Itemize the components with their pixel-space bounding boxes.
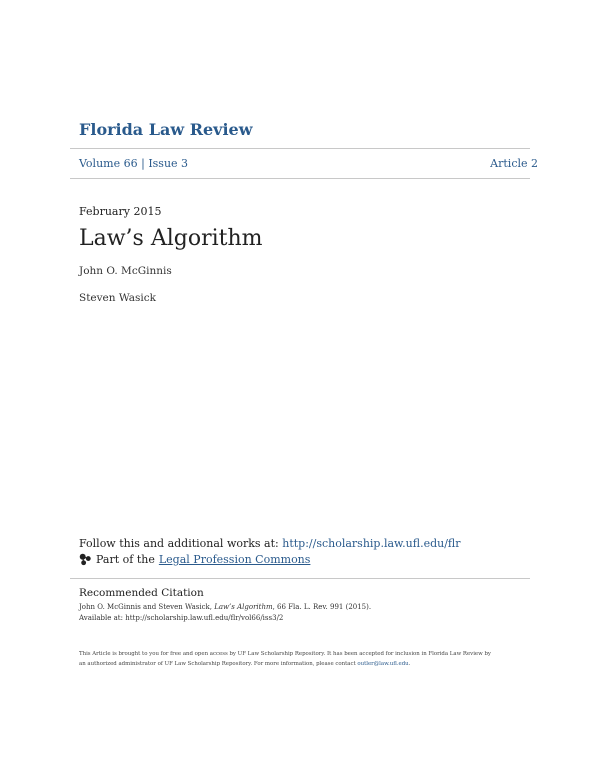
notice-period: .: [408, 661, 411, 667]
part-of-text: Part of the: [96, 553, 155, 566]
available-label: Available at:: [79, 614, 123, 622]
issue-line: [79, 157, 188, 170]
issue-separator: |: [141, 157, 145, 170]
citation-authors: John O. McGinnis and Steven Wasick,: [79, 603, 212, 611]
recommended-citation-heading: Recommended Citation: [79, 587, 204, 599]
author-name: Steven Wasick: [79, 292, 157, 304]
citation-rule: [70, 578, 530, 579]
repository-link[interactable]: http://scholarship.law.ufl.edu/flr: [282, 537, 461, 550]
follow-line: [79, 537, 461, 550]
volume-link[interactable]: Volume 66: [79, 157, 138, 170]
access-notice: [79, 649, 491, 669]
article-number-link[interactable]: Article 2: [490, 157, 538, 170]
commons-link[interactable]: Legal Profession Commons: [158, 553, 311, 566]
issue-link[interactable]: Issue 3: [148, 157, 189, 170]
contact-email-link[interactable]: outler@law.ufl.edu: [357, 661, 409, 667]
network-icon: [79, 553, 92, 566]
citation-block: [79, 602, 371, 624]
part-of-line: [79, 553, 310, 566]
citation-details: , 66 Fla. L. Rev. 991 (2015).: [272, 603, 372, 611]
publication-date: February 2015: [79, 205, 162, 218]
author-name: John O. McGinnis: [79, 265, 172, 277]
follow-text: Follow this and additional works at:: [79, 537, 279, 550]
citation-title: Law’s Algorithm: [214, 603, 273, 611]
notice-line-1: This Article is brought to you for free and open access by UF Law Scholarship Repository. It has been accepted for inclusion in Florida Law Review by: [79, 651, 491, 657]
available-url[interactable]: http://scholarship.law.ufl.edu/flr/vol66/iss3/2: [125, 614, 284, 622]
article-title: Law’s Algorithm: [79, 226, 263, 251]
notice-line-2: an authorized administrator of UF Law Scholarship Repository. For more information, please contact: [79, 661, 356, 667]
header-rule-top: [70, 148, 530, 149]
journal-title[interactable]: Florida Law Review: [79, 120, 253, 139]
header-rule-bottom: [70, 178, 530, 179]
